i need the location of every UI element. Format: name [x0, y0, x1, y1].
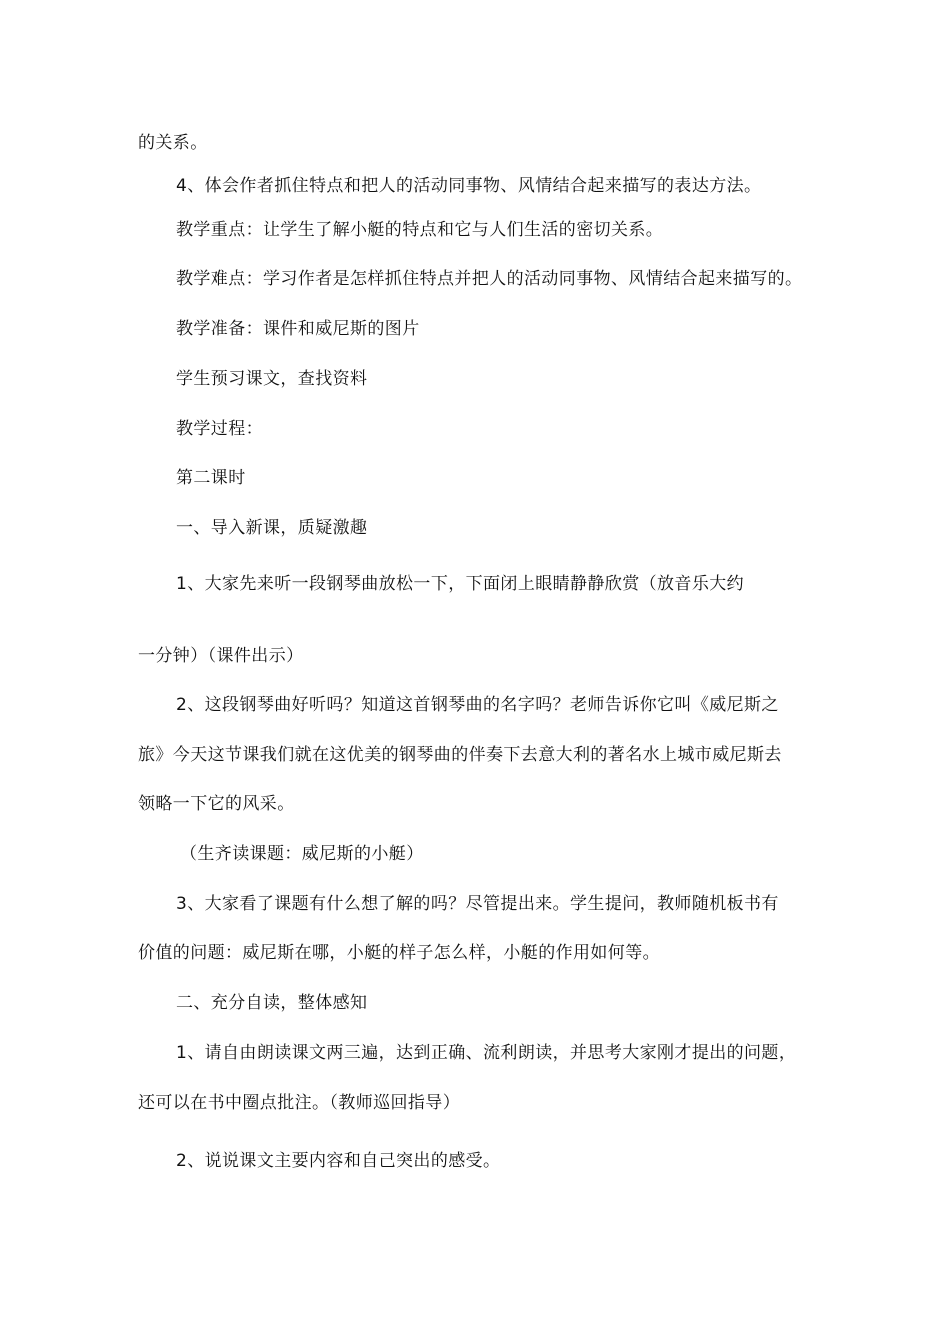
text-line: 教学难点：学习作者是怎样抓住特点并把人的活动同事物、风情结合起来描写的。 [176, 269, 803, 289]
text-line: 学生预习课文，查找资料 [176, 369, 368, 389]
text-line: （生齐读课题：威尼斯的小艇） [180, 844, 424, 864]
text-line: 教学准备：课件和威尼斯的图片 [176, 319, 420, 339]
text-line: 一分钟）（课件出示） [138, 646, 304, 666]
text-line: 3、大家看了课题有什么想了解的吗？尽管提出来。学生提问，教师随机板书有 [176, 894, 779, 914]
text-line: 领略一下它的风采。 [138, 794, 295, 814]
text-line: 1、请自由朗读课文两三遍，达到正确、流利朗读，并思考大家刚才提出的问题， [176, 1043, 797, 1063]
text-line: 1、大家先来听一段钢琴曲放松一下，下面闭上眼睛静静欣赏（放音乐大约 [176, 574, 745, 594]
text-line: 还可以在书中圈点批注。（教师巡回指导） [138, 1093, 461, 1113]
text-line: 的关系。 [138, 133, 208, 153]
text-line: 教学过程： [176, 419, 263, 439]
text-line: 价值的问题：威尼斯在哪，小艇的样子怎么样，小艇的作用如何等。 [138, 943, 660, 963]
section-heading: 二、充分自读，整体感知 [176, 993, 368, 1013]
text-line: 2、这段钢琴曲好听吗？知道这首钢琴曲的名字吗？老师告诉你它叫《威尼斯之 [176, 695, 779, 715]
text-line: 教学重点：让学生了解小艇的特点和它与人们生活的密切关系。 [176, 220, 664, 240]
text-line: 2、说说课文主要内容和自己突出的感受。 [176, 1151, 501, 1171]
section-heading: 一、导入新课，质疑激趣 [176, 518, 368, 538]
section-heading: 第二课时 [176, 468, 246, 488]
text-line: 旅》今天这节课我们就在这优美的钢琴曲的伴奏下去意大利的著名水上城市威尼斯去 [138, 745, 782, 765]
text-line: 4、体会作者抓住特点和把人的活动同事物、风情结合起来描写的表达方法。 [176, 176, 762, 196]
